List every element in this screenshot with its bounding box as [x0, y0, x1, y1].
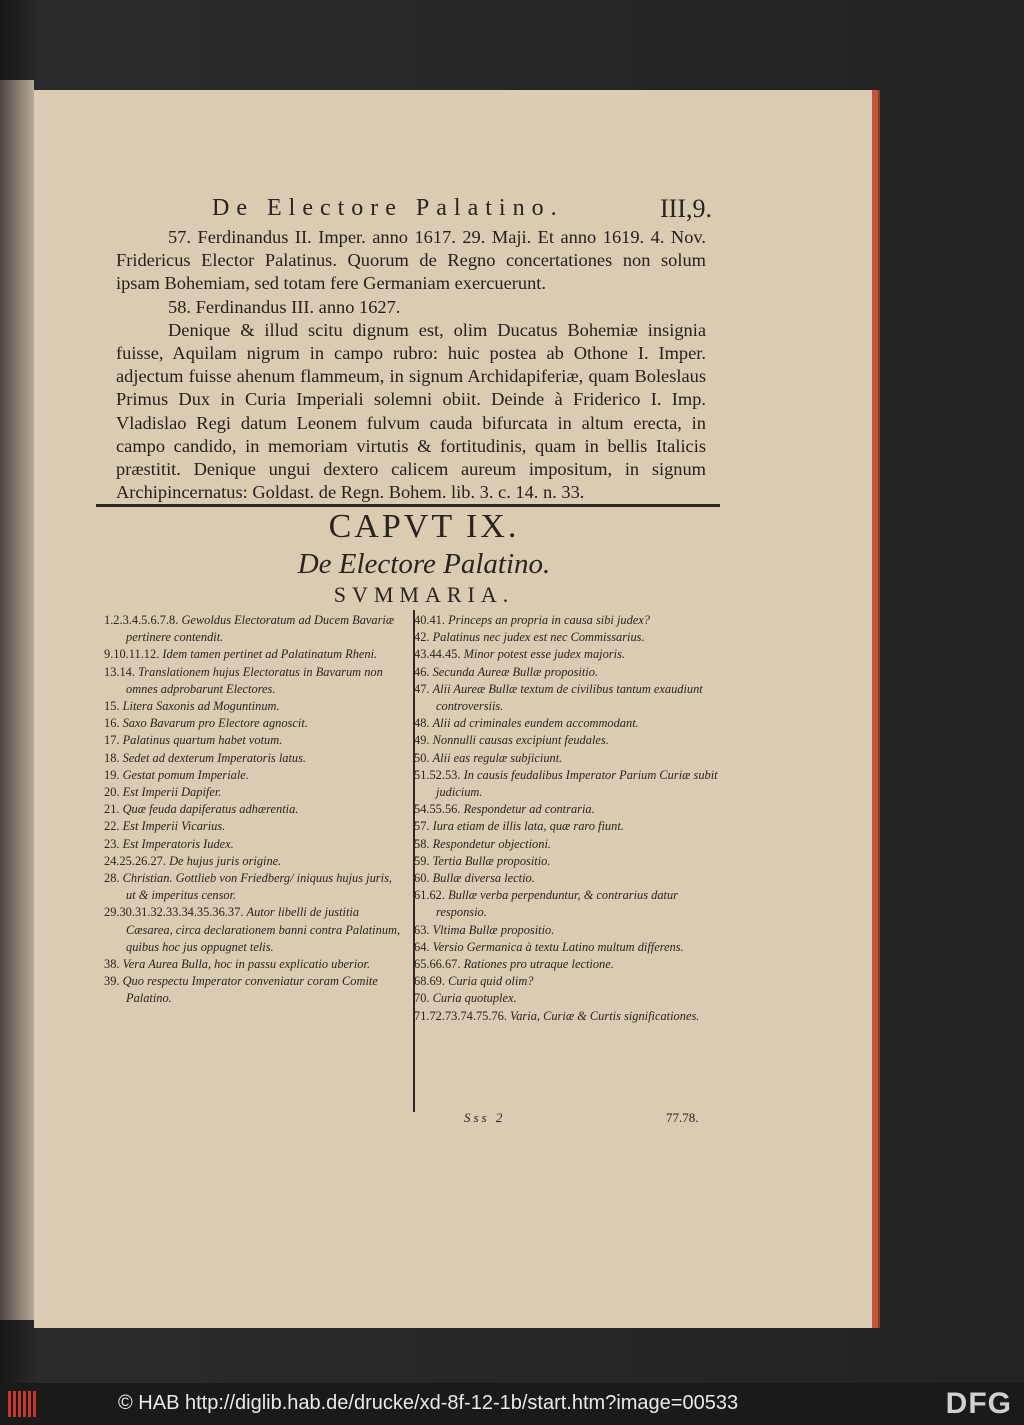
summary-entry — [104, 973, 404, 1007]
summary-entry-number: 29.30.31.32.33.34.35.36.37. — [104, 905, 244, 920]
summary-entry-text: Quæ feuda dapiferatus adhærentia. — [122, 802, 299, 817]
summary-entry-text: Varia, Curiæ & Curtis significationes. — [510, 1008, 700, 1023]
summary-entry-text: Secunda Aureæ Bullæ propositio. — [432, 664, 599, 679]
summary-entry-text: Minor potest esse judex majoris. — [463, 647, 625, 662]
summary-entry — [104, 664, 404, 698]
footer-bar — [0, 1383, 1024, 1425]
summary-entry-number: 61.62. — [414, 888, 445, 903]
summary-entry-number: 57. — [414, 819, 430, 834]
summary-entry — [104, 698, 404, 715]
summary-entry — [104, 836, 404, 853]
summary-entry-number: 60. — [414, 871, 430, 886]
running-head: De Electore Palatino. — [212, 195, 564, 221]
summary-entry-text: Litera Saxonis ad Moguntinum. — [122, 699, 280, 714]
summary-entry — [104, 750, 404, 767]
summary-entry-text: Est Imperatoris Iudex. — [122, 836, 234, 851]
summary-entry-number: 40.41. — [414, 613, 445, 627]
summary-entry-number: 68.69. — [414, 974, 445, 989]
summary-entry-number: 63. — [414, 922, 430, 937]
summary-entry-text: Rationes pro utraque lectione. — [463, 957, 614, 972]
summary-entry — [104, 904, 404, 956]
hab-logo-icon — [8, 1391, 38, 1417]
summary-entry-text: Est Imperii Dapifer. — [122, 785, 222, 800]
book-page — [34, 90, 878, 1328]
summary-entry-text: Sedet ad dexterum Imperatoris latus. — [122, 750, 307, 765]
summary-entry — [104, 784, 404, 801]
summary-entry-number: 23. — [104, 836, 120, 851]
summary-entry — [414, 887, 730, 921]
summary-entry — [414, 681, 730, 715]
summary-entry — [104, 870, 404, 904]
summary-entry — [104, 646, 404, 663]
summary-entry-text: Bullæ verba perpenduntur, & contrarius datur responsio. — [436, 888, 679, 920]
summary-entry-text: Autor libelli de justitia Cæsarea, circa declarationem banni contra Palatinum, quibus hoc jus oppugnet telis. — [126, 905, 401, 954]
chapter-subtitle: De Electore Palatino. — [297, 548, 551, 580]
summary-entry-number: 1.2.3.4.5.6.7.8. — [104, 613, 179, 627]
summary-entry-text: Alii eas regulæ subjiciunt. — [432, 750, 563, 765]
summary-entry — [414, 1008, 730, 1025]
summary-entry-number: 19. — [104, 767, 120, 782]
summary-entry-number: 13.14. — [104, 664, 135, 679]
summary-heading: SVMMARIA. — [333, 582, 515, 607]
summary-entry-text: Quo respectu Imperator conveniatur coram Comite Palatino. — [122, 974, 378, 1006]
summary-entry — [414, 801, 730, 818]
summary-entry-text: Palatinus quartum habet votum. — [122, 733, 283, 748]
paragraph: 57. Ferdinandus II. Imper. anno 1617. 29. Maji. Et anno 1619. 4. Nov. Fridericus Elector Palatinus. Quorum de Regno concertationes non solum ipsam Bohemiam, sed totam fere Germaniam exercuerunt. — [116, 227, 706, 294]
summary-entry-text: Princeps an propria in causa sibi judex? — [448, 613, 650, 627]
summary-entry — [414, 836, 730, 853]
summary-entry-text: Gestat pomum Imperiale. — [122, 767, 249, 782]
summary-entry — [414, 956, 730, 973]
summary-entry-number: 71.72.73.74.75.76. — [414, 1008, 507, 1023]
summary-entry-number: 48. — [414, 716, 430, 731]
summary-entry-text: Translationem hujus Electoratus in Bavarum non omnes adprobarunt Electores. — [126, 664, 383, 696]
summary-entry-text: Respondetur ad contraria. — [463, 802, 595, 817]
summary-entry-text: Nonnulli causas excipiunt feudales. — [432, 733, 609, 748]
summary-entry-text: De hujus juris origine. — [169, 853, 282, 868]
summary-entry-text: In causis feudalibus Imperator Parium Curiæ subit judicium. — [436, 767, 718, 800]
summary-entry-number: 42. — [414, 630, 430, 645]
footer-copyright-link[interactable]: © HAB http://diglib.hab.de/drucke/xd-8f-12-1b/start.htm?image=00533 — [118, 1392, 739, 1414]
summary-entry-number: 16. — [104, 716, 120, 731]
summary-entry-text: Palatinus nec judex est nec Commissarius. — [432, 630, 645, 645]
summary-entry — [104, 612, 404, 646]
body-text — [116, 226, 706, 504]
summary-entry — [414, 922, 730, 939]
summary-entry-number: 17. — [104, 733, 120, 748]
summary-entry-text: Alii Aureæ Bullæ textum de civilibus tantum exaudiunt controversiis. — [432, 681, 703, 714]
summary-entry — [414, 870, 730, 887]
previous-page-edge — [0, 80, 34, 1320]
summary-entry-number: 50. — [414, 750, 430, 765]
summary-entry-text: Versio Germanica à textu Latino multum differens. — [432, 939, 684, 954]
summary-entry — [104, 767, 404, 784]
section-rule — [96, 504, 720, 507]
catchword: 77.78. — [666, 1110, 699, 1125]
summary-entry-text: Idem tamen pertinet ad Palatinatum Rheni. — [162, 647, 378, 662]
summary-entry — [414, 767, 730, 801]
summary-entry — [104, 956, 404, 973]
summary-entry — [104, 732, 404, 749]
summary-entry — [104, 853, 404, 870]
paragraph: Denique & illud scitu dignum est, olim Ducatus Bohemiæ insignia fuisse, Aquilam nigrum in campo rubro: huic postea ab Othone I. Imper. adjectum fuisse ahenum flammeum, in signum Archidapiferiæ, quam Boleslaus Primus Dux in Curia Imperiali solemni obiit. Deinde à Friderico I. Imp. Vladislao Regi datum Leonem fulvum cauda bifurcata in altum erecta, in campo candido, in memoriam virtutis & fortitudinis, quam in bellis Italicis præstitit. Denique ungui dextero calicem aureum impositum, in signum Archipincernatus: Goldast. de Regn. Bohem. lib. 3. c. 14. n. 33. — [116, 319, 706, 503]
summary-entry — [414, 853, 730, 870]
summary-entry — [104, 801, 404, 818]
summary-entry-number: 38. — [104, 957, 120, 972]
summary-entry-text: Vera Aurea Bulla, hoc in passu explicatio uberior. — [122, 957, 371, 972]
summary-entry-number: 9.10.11.12. — [104, 647, 160, 662]
summary-entry-number: 22. — [104, 819, 120, 834]
summary-entry-number: 15. — [104, 699, 120, 714]
folio-number: III,9. — [660, 194, 712, 223]
dfg-logo: DFG — [945, 1387, 1012, 1420]
summary-entry-number: 21. — [104, 802, 120, 817]
summary-entry-number: 28. — [104, 871, 120, 886]
summary-entry-text: Alii ad criminales eundem accommodant. — [432, 716, 639, 731]
summary-entry-text: Saxo Bavarum pro Electore agnoscit. — [122, 716, 308, 731]
summary-entry-text: Bullæ diversa lectio. — [432, 871, 535, 886]
summary-entry-number: 65.66.67. — [414, 957, 461, 972]
paragraph: 58. Ferdinandus III. anno 1627. — [168, 296, 401, 317]
summary-entry-number: 59. — [414, 853, 430, 868]
summary-entry — [104, 715, 404, 732]
summary-entry-number: 46. — [414, 664, 430, 679]
summary-entry — [414, 973, 730, 990]
chapter-title: CAPVT IX. — [328, 508, 520, 545]
summary-entry — [414, 750, 730, 767]
summary-entry-text: Est Imperii Vicarius. — [122, 819, 226, 834]
summary-entry-text: Christian. Gottlieb von Friedberg/ iniquus hujus juris, ut & imperitus censor. — [122, 871, 392, 903]
summary-entry — [414, 629, 730, 646]
summary-entry — [414, 990, 730, 1007]
summary-entry — [104, 818, 404, 835]
summary-entry — [414, 715, 730, 732]
summary-left-column — [104, 612, 404, 1008]
summary-entry — [414, 818, 730, 835]
summary-entry-text: Vltima Bullæ propositio. — [432, 922, 555, 937]
summary-entry — [414, 939, 730, 956]
summary-entry-number: 51.52.53. — [414, 767, 461, 782]
signature-mark: Sss 2 — [464, 1110, 506, 1125]
summary-entry — [414, 612, 730, 629]
summary-entry-text: Iura etiam de illis lata, quæ raro fiunt. — [432, 819, 624, 834]
summary-entry-number: 49. — [414, 733, 430, 748]
summary-entry-text: Respondetur objectioni. — [432, 836, 551, 851]
summary-entry-number: 18. — [104, 750, 120, 765]
summary-entry-number: 39. — [104, 974, 120, 989]
summary-right-column — [414, 612, 730, 1025]
summary-entry-number: 70. — [414, 991, 430, 1006]
summary-entry-number: 24.25.26.27. — [104, 853, 166, 868]
summary-entry-number: 64. — [414, 939, 430, 954]
summary-entry-text: Curia quid olim? — [448, 974, 534, 989]
summary-entry-number: 20. — [104, 785, 120, 800]
summary-entry-text: Curia quotuplex. — [432, 991, 517, 1006]
summary-entry — [414, 664, 730, 681]
summary-entry-number: 43.44.45. — [414, 647, 461, 662]
summary-entry — [414, 646, 730, 663]
summary-entry-number: 54.55.56. — [414, 802, 461, 817]
summary-entry-number: 58. — [414, 836, 430, 851]
summary-entry-text: Gewoldus Electoratum ad Ducem Bavariæ pertinere contendit. — [126, 613, 395, 645]
summary-entry-text: Tertia Bullæ propositio. — [432, 853, 551, 868]
summary-entry-number: 47. — [414, 681, 430, 696]
summary-entry — [414, 732, 730, 749]
